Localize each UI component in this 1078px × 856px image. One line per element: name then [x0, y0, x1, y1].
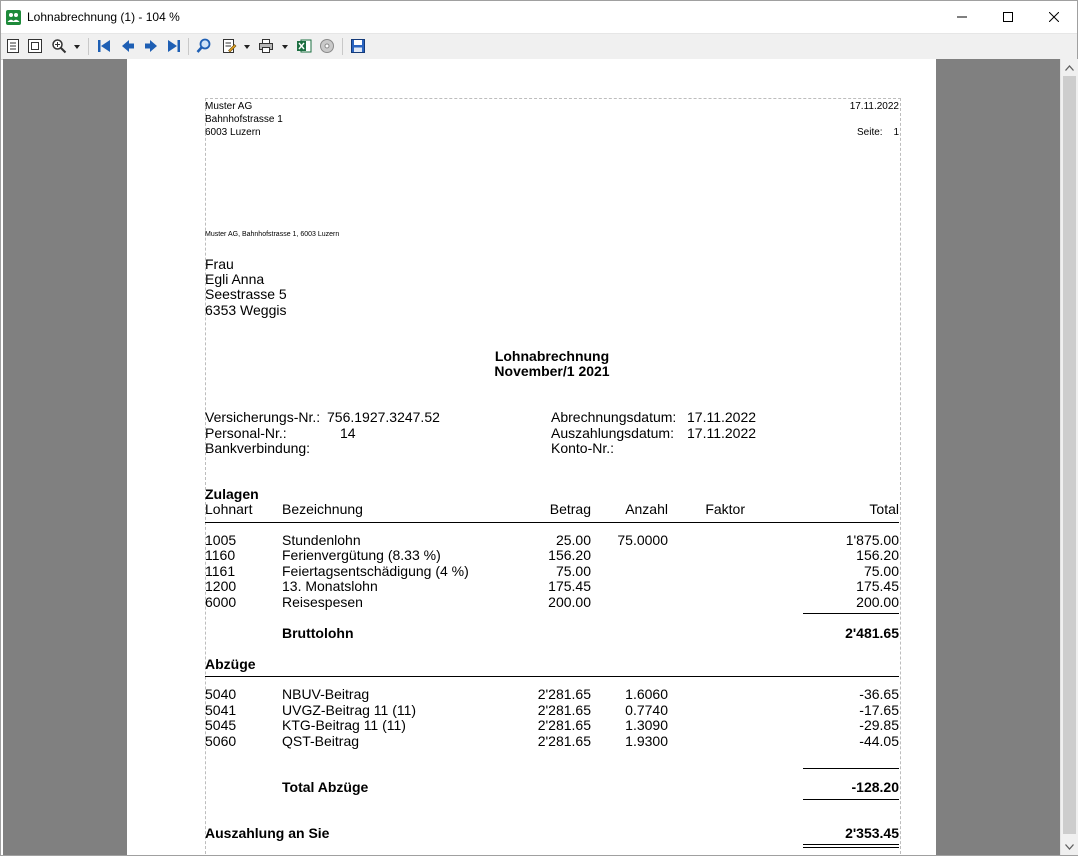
subtotal-rule	[803, 768, 899, 769]
col-faktor: Faktor	[705, 501, 745, 517]
scroll-up-button[interactable]	[1061, 59, 1078, 76]
row-desc: QST-Beitrag	[282, 733, 360, 749]
total-abzuege-value: -128.20	[851, 779, 899, 795]
personal-value: 14	[340, 425, 356, 441]
zulagen-header-rule	[205, 522, 899, 523]
bruttolohn-label: Bruttolohn	[282, 625, 354, 641]
last-page-icon[interactable]	[166, 38, 182, 54]
row-total: 156.20	[856, 547, 899, 563]
versicherungs-value: 756.1927.3247.52	[327, 409, 440, 425]
prev-page-icon[interactable]	[120, 38, 136, 54]
row-total: 75.00	[863, 563, 899, 579]
scroll-thumb[interactable]	[1063, 76, 1076, 834]
col-total: Total	[869, 501, 899, 517]
payout-label: Auszahlung an Sie	[205, 825, 330, 841]
payout-double-rule-bottom	[803, 847, 899, 848]
row-betrag: 2'281.65	[537, 702, 591, 718]
scroll-down-button[interactable]	[1061, 838, 1078, 855]
col-lohnart: Lohnart	[205, 501, 253, 517]
row-total: -29.85	[859, 717, 899, 733]
row-betrag: 25.00	[555, 532, 591, 548]
sender-street: Bahnhofstrasse 1	[205, 114, 283, 125]
next-page-icon[interactable]	[143, 38, 159, 54]
total-abzuege-label: Total Abzüge	[282, 779, 369, 795]
zoom-icon[interactable]	[51, 38, 67, 54]
recipient-name: Egli Anna	[205, 271, 265, 287]
row-desc: NBUV-Beitrag	[282, 686, 370, 702]
col-bezeichnung: Bezeichnung	[282, 501, 363, 517]
chevron-down-icon	[1065, 844, 1074, 850]
row-code: 1160	[205, 547, 236, 563]
preview-area[interactable]	[3, 59, 1060, 855]
maximize-button[interactable]	[985, 1, 1031, 33]
close-icon	[1049, 12, 1059, 22]
zoom-dropdown-icon[interactable]	[74, 45, 80, 49]
row-total: -17.65	[859, 702, 899, 718]
row-betrag: 156.20	[548, 547, 591, 563]
row-betrag: 2'281.65	[537, 717, 591, 733]
row-desc: UVGZ-Beitrag 11 (11)	[282, 702, 417, 718]
row-code: 1161	[205, 563, 236, 579]
chevron-up-icon	[1065, 65, 1074, 71]
row-betrag: 2'281.65	[537, 733, 591, 749]
save-icon[interactable]	[350, 38, 366, 54]
page-icon[interactable]	[5, 38, 21, 54]
document-period: November/1 2021	[494, 363, 610, 379]
minimize-button[interactable]	[939, 1, 985, 33]
row-desc: Ferienvergütung (8.33 %)	[282, 547, 441, 563]
row-betrag: 75.00	[555, 563, 591, 579]
row-code: 5045	[205, 717, 237, 733]
title-bar	[1, 1, 1077, 33]
payout-value: 2'353.45	[845, 825, 899, 841]
row-total: 175.45	[856, 578, 899, 594]
edit-dropdown-icon[interactable]	[244, 45, 250, 49]
konto-label: Konto-Nr.:	[551, 440, 615, 456]
row-desc: Reisespesen	[282, 594, 363, 610]
payout-double-rule-top	[803, 844, 899, 845]
row-code: 1005	[205, 532, 237, 548]
disc-icon[interactable]	[319, 38, 335, 54]
row-anzahl: 75.0000	[617, 532, 668, 548]
recipient-salutation: Frau	[205, 256, 234, 272]
row-total: -36.65	[859, 686, 899, 702]
auszahlungs-value: 17.11.2022	[687, 425, 757, 441]
row-betrag: 200.00	[548, 594, 591, 610]
row-code: 6000	[205, 594, 237, 610]
zulagen-heading: Zulagen	[205, 486, 259, 502]
row-betrag: 2'281.65	[537, 686, 591, 702]
col-anzahl: Anzahl	[625, 501, 668, 517]
maximize-icon	[1003, 12, 1013, 22]
row-total: 200.00	[856, 594, 899, 610]
abzuege-heading: Abzüge	[205, 656, 256, 672]
row-code: 5041	[205, 702, 237, 718]
sender-name: Muster AG	[205, 101, 253, 112]
row-total: -44.05	[859, 733, 899, 749]
recipient-street: Seestrasse 5	[205, 286, 287, 302]
return-address: Muster AG, Bahnhofstrasse 1, 6003 Luzern	[205, 231, 340, 238]
versicherungs-label: Versicherungs-Nr.:	[205, 409, 321, 425]
row-anzahl: 1.3090	[625, 717, 668, 733]
fit-page-icon[interactable]	[27, 38, 43, 54]
toolbar-separator	[88, 38, 89, 55]
abrechnungs-label: Abrechnungsdatum:	[551, 409, 677, 425]
first-page-icon[interactable]	[96, 38, 112, 54]
search-icon[interactable]	[196, 38, 212, 54]
page-label: Seite:	[857, 127, 883, 138]
document-title: Lohnabrechnung	[494, 348, 610, 364]
row-desc: 13. Monatslohn	[282, 578, 378, 594]
total-rule	[803, 799, 899, 800]
bruttolohn-value: 2'481.65	[845, 625, 899, 641]
abzuege-header-rule	[205, 676, 899, 677]
row-anzahl: 1.9300	[625, 733, 668, 749]
toolbar	[1, 33, 1077, 60]
row-code: 1200	[205, 578, 237, 594]
col-betrag: Betrag	[549, 501, 591, 517]
close-button[interactable]	[1031, 1, 1077, 33]
window-title: Lohnabrechnung (1) - 104 %	[27, 10, 180, 24]
vertical-scrollbar[interactable]	[1060, 59, 1078, 855]
row-desc: KTG-Beitrag 11 (11)	[282, 717, 406, 733]
row-desc: Feiertagsentschädigung (4 %)	[282, 563, 469, 579]
page-number: 1	[893, 127, 899, 138]
toolbar-separator	[342, 38, 343, 55]
row-anzahl: 0.7740	[625, 702, 668, 718]
sender-city: 6003 Luzern	[205, 127, 261, 138]
print-date: 17.11.2022	[849, 101, 899, 112]
row-betrag: 175.45	[548, 578, 591, 594]
abrechnungs-value: 17.11.2022	[687, 409, 757, 425]
minimize-icon	[957, 12, 967, 22]
report-page	[127, 59, 936, 855]
subtotal-rule	[803, 613, 899, 614]
row-code: 5040	[205, 686, 237, 702]
row-anzahl: 1.6060	[625, 686, 668, 702]
row-code: 5060	[205, 733, 237, 749]
auszahlungs-label: Auszahlungsdatum:	[551, 425, 674, 441]
excel-icon[interactable]	[296, 38, 312, 54]
recipient-city: 6353 Weggis	[205, 302, 287, 318]
bank-label: Bankverbindung:	[205, 440, 311, 456]
row-total: 1'875.00	[845, 532, 899, 548]
row-desc: Stundenlohn	[282, 532, 361, 548]
toolbar-separator	[188, 38, 189, 55]
edit-icon[interactable]	[221, 38, 237, 54]
print-icon[interactable]	[258, 38, 274, 54]
app-people-icon	[6, 10, 21, 25]
print-dropdown-icon[interactable]	[282, 45, 288, 49]
personal-label: Personal-Nr.:	[205, 425, 287, 441]
